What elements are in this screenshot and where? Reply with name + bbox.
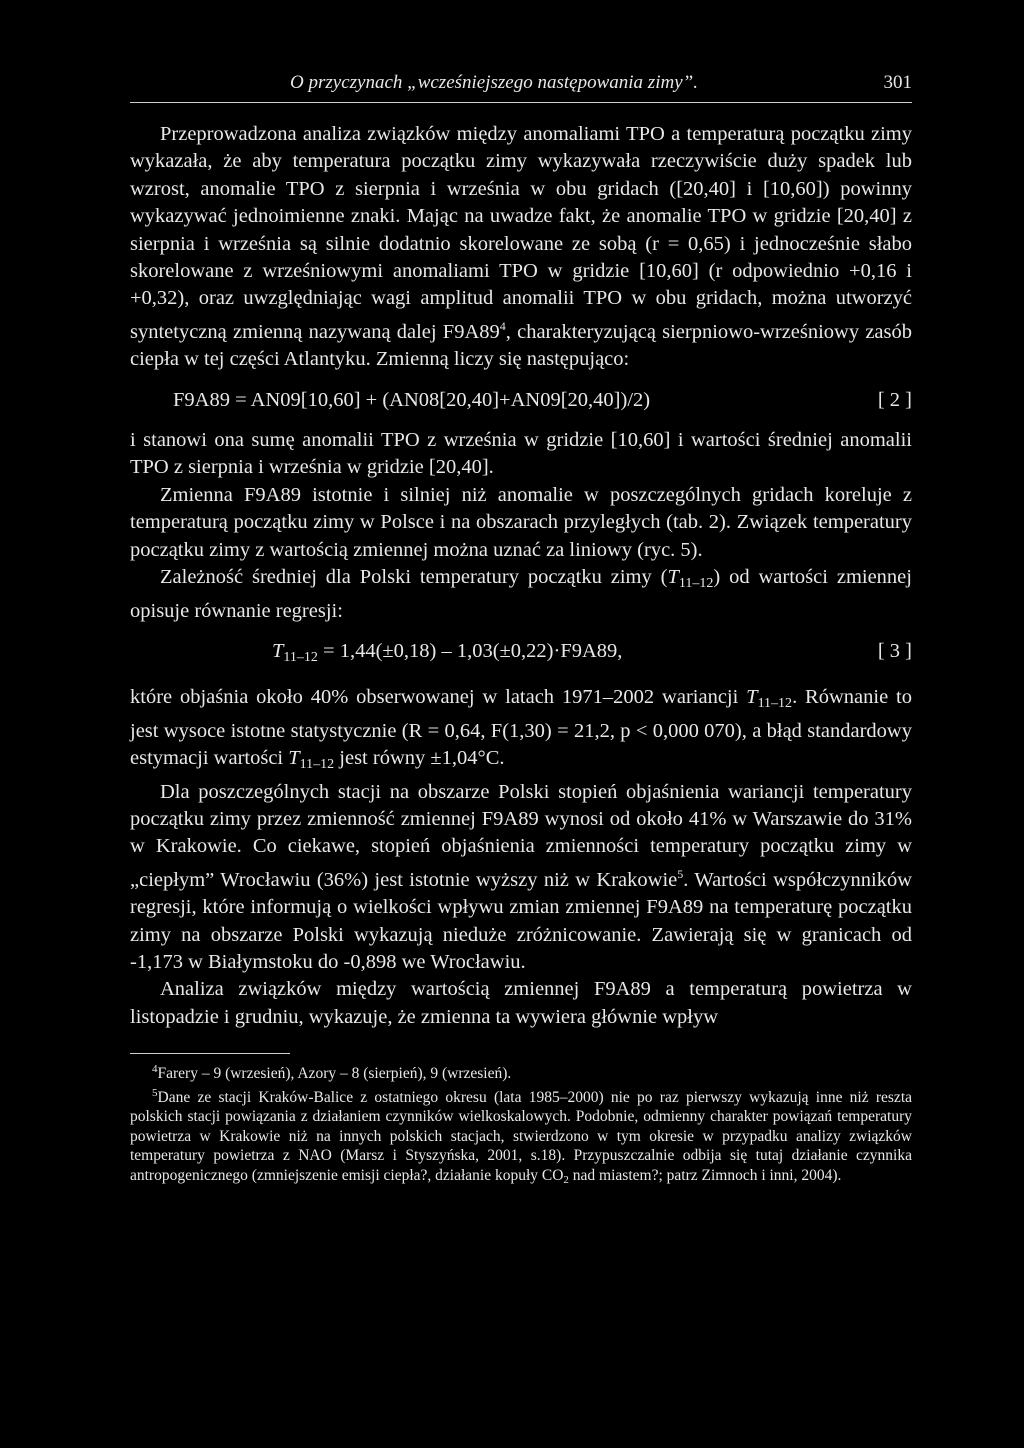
equation-3-symbol-T: T bbox=[272, 639, 284, 662]
paragraph-4-b: ) od wartości zmiennej opisuje równanie regresji: bbox=[130, 566, 912, 622]
footnote-5-text-a: Dane ze stacji Kraków-Balice z ostatniego okresu (lata 1985–2000) nie po raz pierwszy wykazują inne niż reszta polskich stacji powiązania z działaniem czynników wielkoskalowych. Podobnie, odmienny charakter powiązań temperatury powietrza w Krakowie niż na innych polskich stacjach, stwierdzono w tym okresie w przypadku analizy związków temperatury powietrza z NAO (Marsz i Styszyńska, 2001, s.18). Przypuszczalnie odbija się tutaj działanie czynnika antropogenicznego (zmniejszenie emisji ciepła?, działanie kopuły CO bbox=[130, 1088, 912, 1184]
equation-3-rest: = 1,44(±0,18) – 1,03(±0,22)·F9A89, bbox=[317, 639, 623, 662]
equation-2-text: F9A89 = AN09[10,60] + (AN08[20,40]+AN09[20,40])/2) bbox=[173, 388, 651, 411]
running-head bbox=[130, 72, 912, 103]
equation-3-text bbox=[272, 638, 622, 671]
equation-3-number: [ 3 ] bbox=[877, 639, 912, 662]
paragraph-7: Analiza związków między wartością zmiennej F9A89 a temperaturą powietrza w listopadzie i grudniu, wykazuje, że zmienna ta wywiera głównie wpływ bbox=[130, 978, 912, 1028]
footnote-ref-5: 5 bbox=[677, 866, 684, 881]
paragraph-3: Zmienna F9A89 istotnie i silniej niż anomalie w poszczególnych gridach koreluje z temperaturą początku zimy w Polsce i na obszarach przyległych (tab. 2). Związek temperatury początku zimy z wartością zmiennej można uznać za liniowy (ryc. 5). bbox=[130, 483, 912, 561]
equation-2 bbox=[130, 387, 912, 414]
symbol-T-sub: 11–12 bbox=[678, 576, 714, 592]
paragraph-5-b: . Równanie to jest wysoce istotne statystycznie (R = 0,64, F(1,30) = 21,2, p < 0,000 070), a błąd standardowy estymacji wartości bbox=[130, 686, 912, 770]
paragraph-5-a: które objaśnia około 40% obserwowanej w latach 1971–2002 wariancji bbox=[130, 686, 747, 709]
paragraph-5-c: jest równy ±1,04°C. bbox=[334, 747, 505, 770]
paragraph-6-a: Dla poszczególnych stacji na obszarze Polski stopień objaśnienia wariancji temperatury początku zimy przez zmienność zmiennej F9A89 wynosi od około 41% w Warszawie do 31% w Krakowie. Co ciekawe, stopień objaśnienia zmienności temperatury początku zimy w „ciepłym” Wrocławiu (36%) jest istotnie wyższy niż w Krakowie bbox=[130, 780, 912, 891]
equation-2-number: [ 2 ] bbox=[877, 388, 912, 411]
document-page bbox=[130, 72, 912, 1190]
body-text bbox=[130, 121, 912, 1031]
footnote-5-text-b: nad miastem?; patrz Zimnoch i inni, 2004). bbox=[568, 1166, 842, 1184]
paragraph-5-symbol-T: T bbox=[746, 686, 758, 709]
symbol-T: T bbox=[667, 566, 679, 589]
paragraph-6-b: . Wartości współczynników regresji, które informują o wielkości wpływu zmian zmiennej F9A89 na temperaturę początku zimy na obszarze Polski wykazują nieduże zróżnicowanie. Zawierają się w granicach od -1,173 w Białymstoku do -0,898 we Wrocławiu. bbox=[130, 868, 913, 973]
paragraph-4-a: Zależność średniej dla Polski temperatury początku zimy ( bbox=[160, 566, 668, 589]
paragraph-1-tail: , charakteryzującą sierpniowo-wrześniowy zasób ciepła w tej części Atlantyku. Zmienną liczy się następująco: bbox=[130, 320, 912, 371]
footnote-5-subscript: 2 bbox=[563, 1173, 569, 1186]
paragraph-2: i stanowi ona sumę anomalii TPO z września w gridzie [10,60] i wartości średniej anomalii TPO z sierpnia i września w gridzie [20,40]. bbox=[130, 429, 912, 479]
footnote-4 bbox=[130, 1060, 912, 1084]
page-number: 301 bbox=[883, 72, 912, 93]
footnote-ref-4: 4 bbox=[499, 318, 506, 333]
footnote-5-mark: 5 bbox=[152, 1086, 158, 1099]
paragraph-5-symbol-T-sub: 11–12 bbox=[757, 696, 793, 712]
paragraph-6 bbox=[130, 779, 912, 977]
footnote-divider bbox=[130, 1053, 290, 1054]
footnotes bbox=[130, 1060, 912, 1190]
paragraph-1 bbox=[130, 121, 912, 374]
paragraph-4 bbox=[130, 564, 912, 625]
equation-3 bbox=[130, 638, 912, 671]
running-title: O przyczynach „wcześniejszego następowania zimy”. bbox=[290, 72, 698, 93]
paragraph-5-symbol-T-2: T bbox=[288, 747, 300, 770]
equation-3-symbol-T-sub: 11–12 bbox=[283, 649, 318, 665]
paragraph-5 bbox=[130, 684, 912, 778]
footnote-4-text: Farery – 9 (wrzesień), Azory – 8 (sierpień), 9 (wrzesień). bbox=[157, 1065, 512, 1083]
paragraph-5-symbol-T-sub-2: 11–12 bbox=[299, 757, 335, 773]
footnote-5 bbox=[130, 1084, 912, 1191]
paragraph-1-text: Przeprowadzona analiza związków między anomaliami TPO a temperaturą początku zimy wykazała, że aby temperatura początku zimy wykazywała rzeczywiście duży spadek lub wzrost, anomalie TPO z sierpnia i września w obu gridach ([20,40] i [10,60]) powinny wykazywać jednoimienne znaki. Mając na uwadze fakt, że anomalie TPO w gridzie [20,40] z sierpnia i września są silnie dodatnio skorelowane ze sobą (r = 0,65) i jednocześnie słabo skorelowane z wrześniowymi anomaliami TPO w gridzie [10,60] (r odpowiednio +0,16 i +0,32), oraz uwzględniając wagi amplitud anomalii TPO w obu gridach, można utworzyć syntetyczną zmienną nazywaną dalej F9A89 bbox=[130, 123, 912, 343]
footnote-4-mark: 4 bbox=[152, 1063, 158, 1076]
